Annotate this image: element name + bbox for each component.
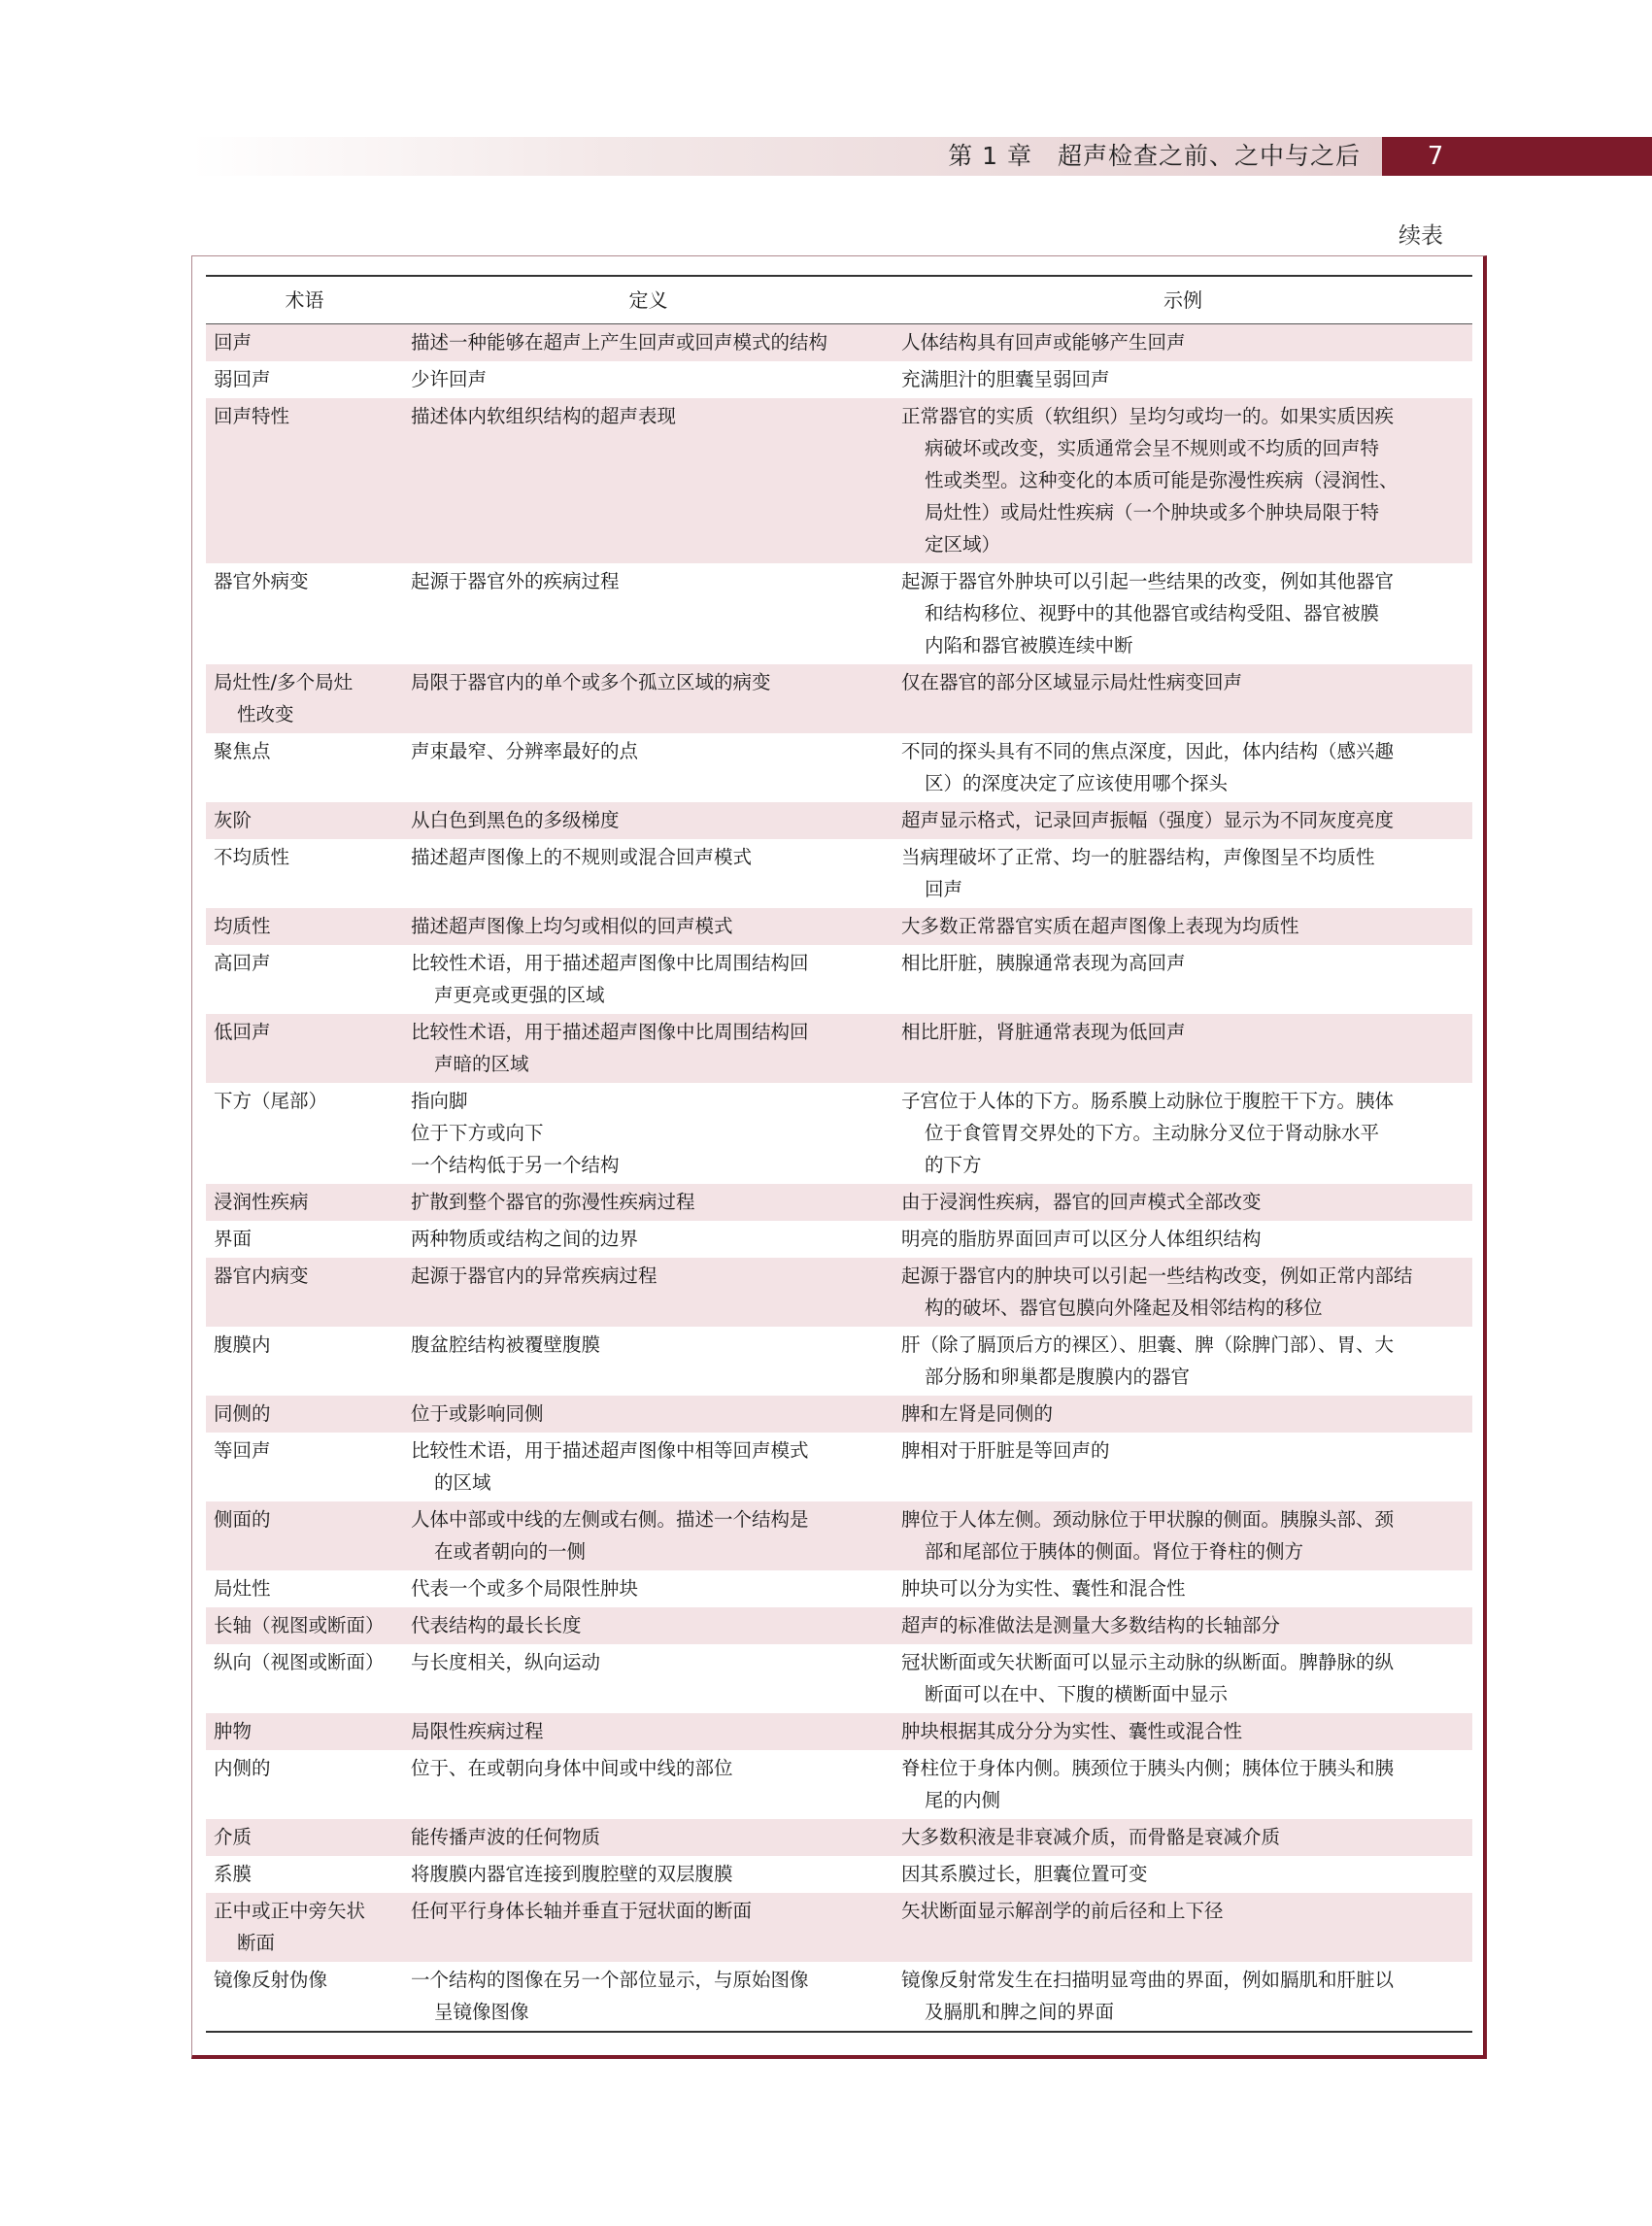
example-cell-line: 不同的探头具有不同的焦点深度，因此，体内结构（感兴趣 bbox=[901, 740, 1395, 762]
term-cell-line: 器官外病变 bbox=[214, 570, 309, 592]
example-cell-line: 定区域） bbox=[925, 533, 1001, 556]
definition-cell-line: 描述超声图像上均匀或相似的回声模式 bbox=[411, 915, 733, 937]
example-cell-line: 局灶性）或局灶性疾病（一个肿块或多个肿块局限于特 bbox=[925, 501, 1380, 523]
definition-cell bbox=[403, 733, 893, 802]
example-cell bbox=[893, 802, 1472, 839]
term-cell bbox=[206, 1750, 403, 1819]
example-cell bbox=[893, 1083, 1472, 1184]
term-cell bbox=[206, 1644, 403, 1713]
term-cell-line: 回声特性 bbox=[214, 405, 290, 427]
example-cell bbox=[893, 1962, 1472, 2032]
definition-cell-line: 代表结构的最长长度 bbox=[411, 1614, 582, 1636]
term-cell bbox=[206, 1327, 403, 1396]
term-cell bbox=[206, 1396, 403, 1433]
definition-cell bbox=[403, 1750, 893, 1819]
term-cell bbox=[206, 1221, 403, 1258]
definition-cell bbox=[403, 1819, 893, 1856]
example-cell-line: 超声显示格式，记录回声振幅（强度）显示为不同灰度亮度 bbox=[901, 809, 1395, 831]
term-cell bbox=[206, 361, 403, 398]
definition-cell bbox=[403, 1570, 893, 1607]
table-row bbox=[206, 1501, 1472, 1570]
definition-cell-line: 任何平行身体长轴并垂直于冠状面的断面 bbox=[411, 1900, 753, 1922]
example-cell-line: 及膈肌和脾之间的界面 bbox=[925, 2001, 1115, 2023]
definition-cell-line: 声更亮或更强的区域 bbox=[434, 984, 605, 1006]
table-row bbox=[206, 802, 1472, 839]
term-cell bbox=[206, 1184, 403, 1221]
table-row bbox=[206, 1713, 1472, 1750]
definition-cell-line: 位于、在或朝向身体中间或中线的部位 bbox=[411, 1757, 733, 1779]
term-cell bbox=[206, 1607, 403, 1644]
term-cell-line: 正中或正中旁矢状 bbox=[214, 1900, 366, 1922]
table-row bbox=[206, 1750, 1472, 1819]
definition-cell-line: 比较性术语，用于描述超声图像中相等回声模式 bbox=[411, 1439, 809, 1462]
chapter-title: 第 1 章 超声检查之前、之中与之后 bbox=[948, 142, 1361, 170]
example-cell-line: 起源于器官内的肿块可以引起一些结构改变，例如正常内部结 bbox=[901, 1265, 1413, 1287]
example-cell-line: 充满胆汁的胆囊呈弱回声 bbox=[901, 368, 1110, 390]
table-row bbox=[206, 1893, 1472, 1962]
term-cell bbox=[206, 1856, 403, 1893]
term-cell-line: 侧面的 bbox=[214, 1508, 271, 1531]
table-row bbox=[206, 1258, 1472, 1327]
term-cell-line: 断面 bbox=[237, 1932, 276, 1954]
example-cell-line: 冠状断面或矢状断面可以显示主动脉的纵断面。脾静脉的纵 bbox=[901, 1651, 1395, 1673]
column-header-example: 示例 bbox=[893, 276, 1472, 324]
table-row bbox=[206, 563, 1472, 664]
term-cell-line: 均质性 bbox=[214, 915, 271, 937]
example-cell bbox=[893, 1184, 1472, 1221]
table-row bbox=[206, 398, 1472, 563]
definition-cell-line: 与长度相关，纵向运动 bbox=[411, 1651, 601, 1673]
definition-cell-line: 能传播声波的任何物质 bbox=[411, 1826, 601, 1848]
definition-cell-line: 将腹膜内器官连接到腹腔壁的双层腹膜 bbox=[411, 1863, 733, 1885]
definition-cell-line: 描述超声图像上的不规则或混合回声模式 bbox=[411, 846, 753, 868]
table-row bbox=[206, 1221, 1472, 1258]
example-cell bbox=[893, 1221, 1472, 1258]
definition-cell bbox=[403, 1607, 893, 1644]
definition-cell bbox=[403, 1433, 893, 1501]
definition-cell-line: 比较性术语，用于描述超声图像中比周围结构回 bbox=[411, 1021, 809, 1043]
definition-cell bbox=[403, 361, 893, 398]
example-cell-line: 由于浸润性疾病，器官的回声模式全部改变 bbox=[901, 1191, 1262, 1213]
definition-cell bbox=[403, 398, 893, 563]
example-cell-line: 因其系膜过长，胆囊位置可变 bbox=[901, 1863, 1148, 1885]
example-cell-line: 脊柱位于身体内侧。胰颈位于胰头内侧；胰体位于胰头和胰 bbox=[901, 1757, 1395, 1779]
term-cell-line: 界面 bbox=[214, 1228, 253, 1250]
example-cell-line: 和结构移位、视野中的其他器官或结构受阻、器官被膜 bbox=[925, 602, 1380, 624]
definition-cell-line: 描述体内软组织结构的超声表现 bbox=[411, 405, 677, 427]
example-cell bbox=[893, 1713, 1472, 1750]
definition-cell-line: 人体中部或中线的左侧或右侧。描述一个结构是 bbox=[411, 1508, 809, 1531]
term-cell-line: 高回声 bbox=[214, 952, 271, 974]
example-cell-line: 相比肝脏，胰腺通常表现为高回声 bbox=[901, 952, 1186, 974]
definition-cell-line: 呈镜像图像 bbox=[434, 2001, 529, 2023]
example-cell-line: 超声的标准做法是测量大多数结构的长轴部分 bbox=[901, 1614, 1281, 1636]
example-cell-line: 当病理破坏了正常、均一的脏器结构，声像图呈不均质性 bbox=[901, 846, 1375, 868]
table-row bbox=[206, 1396, 1472, 1433]
example-cell-line: 构的破坏、器官包膜向外隆起及相邻结构的移位 bbox=[925, 1297, 1323, 1319]
example-cell-line: 断面可以在中、下腹的横断面中显示 bbox=[925, 1683, 1229, 1705]
example-cell-line: 脾位于人体左侧。颈动脉位于甲状腺的侧面。胰腺头部、颈 bbox=[901, 1508, 1395, 1531]
example-cell-line: 肝（除了膈顶后方的裸区）、胆囊、脾（除脾门部）、胃、大 bbox=[901, 1333, 1395, 1356]
example-cell-line: 内陷和器官被膜连续中断 bbox=[925, 634, 1133, 657]
definition-cell-line: 一个结构低于另一个结构 bbox=[411, 1154, 620, 1176]
table-row bbox=[206, 908, 1472, 945]
table-row bbox=[206, 1433, 1472, 1501]
term-cell-line: 纵向（视图或断面） bbox=[214, 1651, 385, 1673]
table-row bbox=[206, 839, 1472, 908]
definition-cell bbox=[403, 1856, 893, 1893]
example-cell-line: 病破坏或改变，实质通常会呈不规则或不均质的回声特 bbox=[925, 437, 1380, 459]
term-cell-line: 不均质性 bbox=[214, 846, 290, 868]
term-cell-line: 器官内病变 bbox=[214, 1265, 309, 1287]
example-cell-line: 部和尾部位于胰体的侧面。肾位于脊柱的侧方 bbox=[925, 1540, 1304, 1563]
example-cell-line: 尾的内侧 bbox=[925, 1789, 1001, 1811]
example-cell bbox=[893, 1607, 1472, 1644]
example-cell bbox=[893, 1819, 1472, 1856]
definition-cell-line: 一个结构的图像在另一个部位显示，与原始图像 bbox=[411, 1969, 809, 1991]
term-cell bbox=[206, 1819, 403, 1856]
example-cell bbox=[893, 1856, 1472, 1893]
term-cell bbox=[206, 1083, 403, 1184]
term-cell-line: 聚焦点 bbox=[214, 740, 271, 762]
definition-cell-line: 代表一个或多个局限性肿块 bbox=[411, 1577, 639, 1600]
table-row bbox=[206, 1819, 1472, 1856]
definition-cell bbox=[403, 908, 893, 945]
example-cell-line: 回声 bbox=[925, 878, 963, 900]
definition-cell bbox=[403, 839, 893, 908]
definition-cell bbox=[403, 563, 893, 664]
definition-cell bbox=[403, 1014, 893, 1083]
definition-cell-line: 起源于器官内的异常疾病过程 bbox=[411, 1265, 657, 1287]
term-cell-line: 局灶性/多个局灶 bbox=[214, 671, 354, 693]
term-cell bbox=[206, 945, 403, 1014]
example-cell bbox=[893, 563, 1472, 664]
table-row bbox=[206, 324, 1472, 362]
column-header-definition: 定义 bbox=[403, 276, 893, 324]
definition-cell bbox=[403, 1644, 893, 1713]
table-row bbox=[206, 361, 1472, 398]
example-cell bbox=[893, 908, 1472, 945]
example-cell-line: 区）的深度决定了应该使用哪个探头 bbox=[925, 772, 1229, 794]
example-cell-line: 大多数积液是非衰减介质，而骨骼是衰减介质 bbox=[901, 1826, 1281, 1848]
definition-cell-line: 两种物质或结构之间的边界 bbox=[411, 1228, 639, 1250]
definition-cell bbox=[403, 802, 893, 839]
term-cell bbox=[206, 1570, 403, 1607]
term-cell-line: 下方（尾部） bbox=[214, 1090, 328, 1112]
page-number: 7 bbox=[1427, 142, 1444, 171]
definition-cell bbox=[403, 664, 893, 733]
definition-cell-line: 描述一种能够在超声上产生回声或回声模式的结构 bbox=[411, 331, 828, 354]
definition-cell-line: 扩散到整个器官的弥漫性疾病过程 bbox=[411, 1191, 695, 1213]
term-cell bbox=[206, 324, 403, 362]
terminology-table bbox=[206, 275, 1472, 2033]
term-cell bbox=[206, 1893, 403, 1962]
example-cell-line: 部分肠和卵巢都是腹膜内的器官 bbox=[925, 1366, 1191, 1388]
definition-cell bbox=[403, 1083, 893, 1184]
example-cell bbox=[893, 1750, 1472, 1819]
example-cell bbox=[893, 733, 1472, 802]
example-cell bbox=[893, 839, 1472, 908]
term-cell-line: 同侧的 bbox=[214, 1402, 271, 1425]
column-header-term: 术语 bbox=[206, 276, 403, 324]
term-cell bbox=[206, 908, 403, 945]
definition-cell bbox=[403, 1396, 893, 1433]
table-row bbox=[206, 1184, 1472, 1221]
term-cell-line: 局灶性 bbox=[214, 1577, 271, 1600]
definition-cell-line: 局限性疾病过程 bbox=[411, 1720, 544, 1742]
example-cell-line: 脾相对于肝脏是等回声的 bbox=[901, 1439, 1110, 1462]
example-cell-line: 明亮的脂肪界面回声可以区分人体组织结构 bbox=[901, 1228, 1262, 1250]
term-cell bbox=[206, 664, 403, 733]
definition-cell bbox=[403, 1258, 893, 1327]
definition-cell bbox=[403, 1713, 893, 1750]
example-cell-line: 肿块可以分为实性、囊性和混合性 bbox=[901, 1577, 1186, 1600]
example-cell-line: 子宫位于人体的下方。肠系膜上动脉位于腹腔干下方。胰体 bbox=[901, 1090, 1395, 1112]
term-cell bbox=[206, 1433, 403, 1501]
definition-cell-line: 指向脚 bbox=[411, 1090, 468, 1112]
example-cell-line: 位于食管胃交界处的下方。主动脉分叉位于肾动脉水平 bbox=[925, 1122, 1380, 1144]
example-cell-line: 大多数正常器官实质在超声图像上表现为均质性 bbox=[901, 915, 1299, 937]
term-cell bbox=[206, 398, 403, 563]
example-cell-line: 人体结构具有回声或能够产生回声 bbox=[901, 331, 1186, 354]
term-cell-line: 内侧的 bbox=[214, 1757, 271, 1779]
table-row bbox=[206, 1014, 1472, 1083]
example-cell-line: 相比肝脏，肾脏通常表现为低回声 bbox=[901, 1021, 1186, 1043]
term-cell-line: 等回声 bbox=[214, 1439, 271, 1462]
term-cell bbox=[206, 1713, 403, 1750]
definition-cell bbox=[403, 945, 893, 1014]
term-cell-line: 弱回声 bbox=[214, 368, 271, 390]
term-cell bbox=[206, 1014, 403, 1083]
definition-cell bbox=[403, 1893, 893, 1962]
table-row bbox=[206, 1327, 1472, 1396]
term-cell-line: 性改变 bbox=[237, 703, 294, 725]
example-cell-line: 仅在器官的部分区域显示局灶性病变回声 bbox=[901, 671, 1243, 693]
example-cell bbox=[893, 324, 1472, 362]
example-cell-line: 矢状断面显示解剖学的前后径和上下径 bbox=[901, 1900, 1224, 1922]
term-cell bbox=[206, 733, 403, 802]
example-cell bbox=[893, 945, 1472, 1014]
definition-cell bbox=[403, 1184, 893, 1221]
example-cell bbox=[893, 1644, 1472, 1713]
definition-cell-line: 声暗的区域 bbox=[434, 1053, 529, 1075]
example-cell-line: 起源于器官外肿块可以引起一些结果的改变，例如其他器官 bbox=[901, 570, 1395, 592]
definition-cell-line: 位于下方或向下 bbox=[411, 1122, 544, 1144]
term-cell bbox=[206, 802, 403, 839]
term-cell-line: 系膜 bbox=[214, 1863, 253, 1885]
definition-cell bbox=[403, 324, 893, 362]
term-cell-line: 腹膜内 bbox=[214, 1333, 271, 1356]
definition-cell-line: 从白色到黑色的多级梯度 bbox=[411, 809, 620, 831]
example-cell bbox=[893, 398, 1472, 563]
term-cell bbox=[206, 839, 403, 908]
table-row bbox=[206, 1962, 1472, 2032]
term-cell bbox=[206, 1962, 403, 2032]
definition-cell bbox=[403, 1962, 893, 2032]
term-cell-line: 镜像反射伪像 bbox=[214, 1969, 328, 1991]
term-cell-line: 灰阶 bbox=[214, 809, 253, 831]
table-row bbox=[206, 1570, 1472, 1607]
page-number-box bbox=[1382, 137, 1652, 176]
definition-cell-line: 起源于器官外的疾病过程 bbox=[411, 570, 620, 592]
definition-cell-line: 声束最窄、分辨率最好的点 bbox=[411, 740, 639, 762]
example-cell bbox=[893, 1327, 1472, 1396]
example-cell-line: 镜像反射常发生在扫描明显弯曲的界面，例如膈肌和肝脏以 bbox=[901, 1969, 1395, 1991]
term-cell bbox=[206, 1258, 403, 1327]
term-cell bbox=[206, 563, 403, 664]
definition-cell-line: 在或者朝向的一侧 bbox=[434, 1540, 587, 1563]
example-cell bbox=[893, 1893, 1472, 1962]
definition-cell-line: 少许回声 bbox=[411, 368, 488, 390]
table-row bbox=[206, 1856, 1472, 1893]
definition-cell bbox=[403, 1221, 893, 1258]
definition-cell-line: 的区域 bbox=[434, 1471, 491, 1494]
term-cell-line: 回声 bbox=[214, 331, 253, 354]
table-row bbox=[206, 945, 1472, 1014]
definition-cell-line: 比较性术语，用于描述超声图像中比周围结构回 bbox=[411, 952, 809, 974]
example-cell bbox=[893, 1396, 1472, 1433]
example-cell-line: 的下方 bbox=[925, 1154, 982, 1176]
example-cell-line: 性或类型。这种变化的本质可能是弥漫性疾病（浸润性、 bbox=[925, 469, 1399, 491]
example-cell bbox=[893, 1570, 1472, 1607]
example-cell-line: 正常器官的实质（软组织）呈均匀或均一的。如果实质因疾 bbox=[901, 405, 1395, 427]
table-row bbox=[206, 1083, 1472, 1184]
definition-cell bbox=[403, 1501, 893, 1570]
continued-label: 续表 bbox=[1399, 223, 1443, 249]
term-cell-line: 浸润性疾病 bbox=[214, 1191, 309, 1213]
table-row bbox=[206, 1607, 1472, 1644]
example-cell-line: 脾和左肾是同侧的 bbox=[901, 1402, 1054, 1425]
table-row bbox=[206, 664, 1472, 733]
example-cell bbox=[893, 1014, 1472, 1083]
table-header-row bbox=[206, 276, 1472, 324]
term-cell bbox=[206, 1501, 403, 1570]
definition-cell bbox=[403, 1327, 893, 1396]
definition-cell-line: 腹盆腔结构被覆壁腹膜 bbox=[411, 1333, 601, 1356]
term-cell-line: 肿物 bbox=[214, 1720, 253, 1742]
example-cell bbox=[893, 361, 1472, 398]
table-row bbox=[206, 1644, 1472, 1713]
term-cell-line: 低回声 bbox=[214, 1021, 271, 1043]
term-cell-line: 介质 bbox=[214, 1826, 253, 1848]
definition-cell-line: 位于或影响同侧 bbox=[411, 1402, 544, 1425]
table-body bbox=[206, 324, 1472, 2033]
example-cell bbox=[893, 1433, 1472, 1501]
example-cell bbox=[893, 1258, 1472, 1327]
term-cell-line: 长轴（视图或断面） bbox=[214, 1614, 385, 1636]
table-row bbox=[206, 733, 1472, 802]
definition-cell-line: 局限于器官内的单个或多个孤立区域的病变 bbox=[411, 671, 771, 693]
example-cell bbox=[893, 1501, 1472, 1570]
example-cell-line: 肿块根据其成分分为实性、囊性或混合性 bbox=[901, 1720, 1243, 1742]
example-cell bbox=[893, 664, 1472, 733]
